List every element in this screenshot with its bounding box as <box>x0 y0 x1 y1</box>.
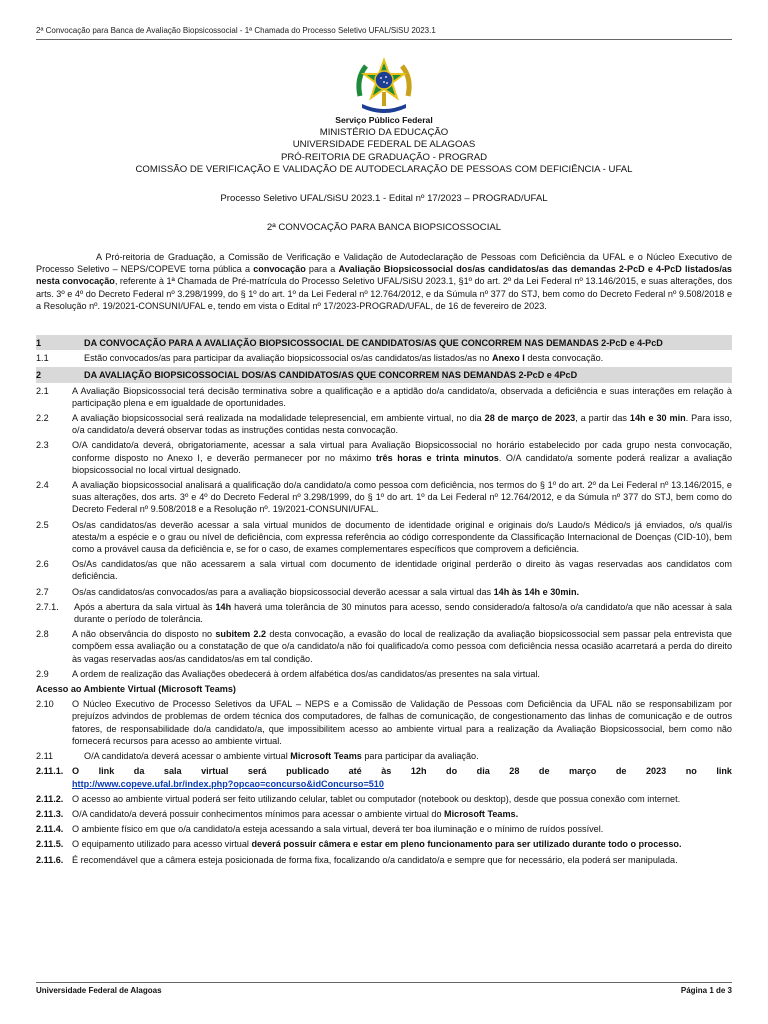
item-1-1: 1.1 Estão convocados/as para participar da avaliação biopsicossocial os/as candidatos/as listados/as no Anexo I desta convocação. <box>36 353 604 364</box>
concurso-link[interactable]: http://www.copeve.ufal.br/index.php?opcao=concurso&idConcurso=510 <box>72 778 384 789</box>
brazil-coat-of-arms-icon <box>352 56 416 118</box>
item-2-7: 2.7 Os/as candidatos/as convocados/as para a avaliação biopsicossocial deverão acessar a sala virtual das 14h às 14h e 30min. <box>36 586 580 597</box>
commission-label: COMISSÃO DE VERIFICAÇÃO E VALIDAÇÃO DE AUTODECLARAÇÃO DE PESSOAS COM DEFICIÊNCIA - UFAL <box>135 164 633 175</box>
prorectorate-label: PRÓ-REITORIA DE GRADUAÇÃO - PROGRAD <box>280 151 488 163</box>
item-2-10: 2.10 O Núcleo Executivo de Processo Seletivos da UFAL – NEPS e a Comissão de Validação de Pessoas com Deficiência da UFAL não se responsabilizam por prejuízos advindos de problemas de ordem técnica dos computadores, de falhas de comunicação, de congestionamento das linhas de comunicação e de outros fatores, de responsabilidade do/a candidato/a, que impossibilitem acesso ao ambiente virtual para a realização da Avaliação Biopsicossocial, bem como não fornecerá recursos para acesso ao ambiente virtual. <box>36 699 732 746</box>
header-divider <box>36 39 732 40</box>
item-2-6: 2.6 Os/As candidatos/as que não acessarem a sala virtual com documento de identidade original perderão o direito às vagas reservadas aos candidatos com deficiência. <box>36 559 732 582</box>
process-line: Processo Seletivo UFAL/SiSU 2023.1 - Edital nº 17/2023 – PROGRAD/UFAL <box>220 193 548 204</box>
item-2-11-4: 2.11.4. O ambiente físico em que o/a candidato/a esteja acessando a sala virtual, deverá ter boa iluminação e o mínimo de ruídos possível. <box>36 824 604 835</box>
item-2-5: 2.5 Os/as candidatos/as deverão acessar a sala virtual munidos de documento de identidade original e originais do/s Laudo/s Médico/s já enviados, o/s qual/is atesta/m a espécie e o grau ou nível de deficiência, com expressa referência ao código correspondente da Classificação Internacional de Doenças (CID-10), bem como a provável causa da deficiência e, se for o caso, de exames complementares específicos que comprovem a deficiência. <box>36 519 732 555</box>
page-number: Página 1 de 3 <box>680 986 732 995</box>
item-2-8: 2.8 A não observância do disposto no subitem 2.2 desta convocação, a evasão do local de realização da avaliação biopsicossocial sem passar pela entrevista que compõem essa avaliação ou a constatação de que o/a candidato/a não foi qualificado/a como pessoa com deficiência nessa ocasião acarretará a perda do direito às vagas reservadas aos/as candidatos/as em tal condição. <box>36 629 732 664</box>
footer-university: Universidade Federal de Alagoas <box>36 986 162 995</box>
item-2-9: 2.9 A ordem de realização das Avaliações obedecerá à ordem alfabética dos/as candidatos/as presentes na sala virtual. <box>36 668 540 679</box>
item-2-11-5: 2.11.5. O equipamento utilizado para acesso virtual deverá possuir câmera e estar em pleno funcionamento para ser utilizado durante todo o processo. <box>36 839 682 850</box>
item-2-11-6: 2.11.6. É recomendável que a câmera esteja posicionada de forma fixa, focalizando o/a candidato/a e sempre que for necessário, ela poderá ser manipulada. <box>36 854 678 865</box>
section-1-heading: 1 DA CONVOCAÇÃO PARA A AVALIAÇÃO BIOPSICOSSOCIAL DE CANDIDATOS/AS QUE CONCORREM NAS DEMANDAS 2-PcD e 4-PcD <box>36 335 732 350</box>
item-2-4: 2.4 A avaliação biopsicossocial analisará a qualificação do/a candidato/a como pessoa com deficiência, nos termos do § 1º do art. 2º da Lei Federal nº 13.146/2015, e suas alterações, dos arts. 3º e 4º do Decreto Federal nº 3.298/1999, do § 1º do art. 1º da Lei Federal nº 12.764/2012, e da Súmula nº 377 do STJ, bem como do Decreto Federal nº 9.508/2018 e a Resolução nº. 19/2021-CONSUNI/UFAL. <box>36 480 732 515</box>
section-2-heading: 2 DA AVALIAÇÃO BIOPSICOSSOCIAL DOS/AS CANDIDATOS/AS QUE CONCORREM NAS DEMANDAS 2-PcD e 4PcD <box>36 367 732 382</box>
access-heading: Acesso ao Ambiente Virtual (Microsoft Teams) <box>36 684 236 695</box>
intro-paragraph: A Pró-reitoria de Graduação, a Comissão de Verificação e Validação de Autodeclaração de Pessoas com Deficiência da UFAL e o Núcleo Executivo de Processo Seletivo – NEPS/COPEVE torna pública a convocação para a Avaliação Biopsicossocial dos/as candidatos/as das demandas 2-PcD e 4-PcD listados/as nesta convocação, referente à 1ª Chamada de Pré-matrícula do Processo Seletivo UFAL/SiSU 2023.1, §1º do art. 2º da Lei Federal nº 13.146/2015, e suas alterações, dos arts. 3º e 4º do Decreto Federal nº 3.298/1999, do § 1º do art. 1º da Lei Federal nº 12.764/2012, e da Súmula nº 377 do STJ, bem como do Decreto Federal nº 9.508/2018 e a Resolução nº. 19/2021-CONSUNI/UFAL e, tendo em vista o Edital nº 17/2023-PROGRAD/UFAL, de 16 de fevereiro de 2023. <box>36 252 732 311</box>
item-2-3: 2.3 O/A candidato/a deverá, obrigatoriamente, acessar a sala virtual para Avaliação Biopsicossocial no horário estabelecido por cada grupo nesta convocação, conforme disposto no Anexo I, e deverão permanecer por no máximo três horas e trinta minutos. O/A candidato/a somente poderá realizar a avaliação biopsicossocial no local virtual designado. <box>36 440 732 475</box>
item-2-11: 2.11 O/A candidato/a deverá acessar o ambiente virtual Microsoft Teams para participar da avaliação. <box>36 751 479 762</box>
document-body <box>36 335 732 869</box>
item-2-7-1: 2.7.1. Após a abertura da sala virtual às 14h haverá uma tolerância de 30 minutos para acesso, sendo considerado/a faltoso/a o/a candidato/a que não acessar à sala durante o período de tolerância. <box>36 601 732 625</box>
page-header-text: 2ª Convocação para Banca de Avaliação Biopsicossocial - 1ª Chamada do Processo Seletivo UFAL/SiSU 2023.1 <box>36 26 436 35</box>
item-2-1: 2.1 A Avaliação Biopsicossocial terá decisão terminativa sobre a qualificação e a aptidão do/a candidato/a, observada a deficiência e suas interações em relação à participação plena e em igualdade de oportunidades. <box>36 385 732 408</box>
service-label: Serviço Público Federal <box>335 115 433 125</box>
footer-divider <box>36 982 732 983</box>
item-2-11-3: 2.11.3. O/A candidato/a deverá possuir conhecimentos mínimos para acessar o ambiente virtual do Microsoft Teams. <box>36 808 519 819</box>
item-2-11-1: 2.11.1. O link da sala virtual será publicado até às 12h do dia 28 de março de 2023 no link http://www.copeve.ufal.br/index.php?opcao=concurso&idConcurso=510 <box>36 766 732 789</box>
ministry-label: MINISTÉRIO DA EDUCAÇÃO <box>319 126 449 138</box>
item-2-11-2: 2.11.2. O acesso ao ambiente virtual poderá ser feito utilizando celular, tablet ou computador (notebook ou desktop), desde que possua conexão com internet. <box>36 793 681 804</box>
institution-header <box>36 114 732 177</box>
item-2-2: 2.2 A avaliação biopsicossocial será realizada na modalidade telepresencial, em ambiente virtual, no dia 28 de março de 2023, a partir das 14h e 30 min. Para isso, o/a candidato/a deverá observar todas as instruções contidas nesta convocação. <box>36 413 732 436</box>
university-label: UNIVERSIDADE FEDERAL DE ALAGOAS <box>292 139 476 150</box>
document-title: 2ª CONVOCAÇÃO PARA BANCA BIOPSICOSSOCIAL <box>266 222 502 233</box>
